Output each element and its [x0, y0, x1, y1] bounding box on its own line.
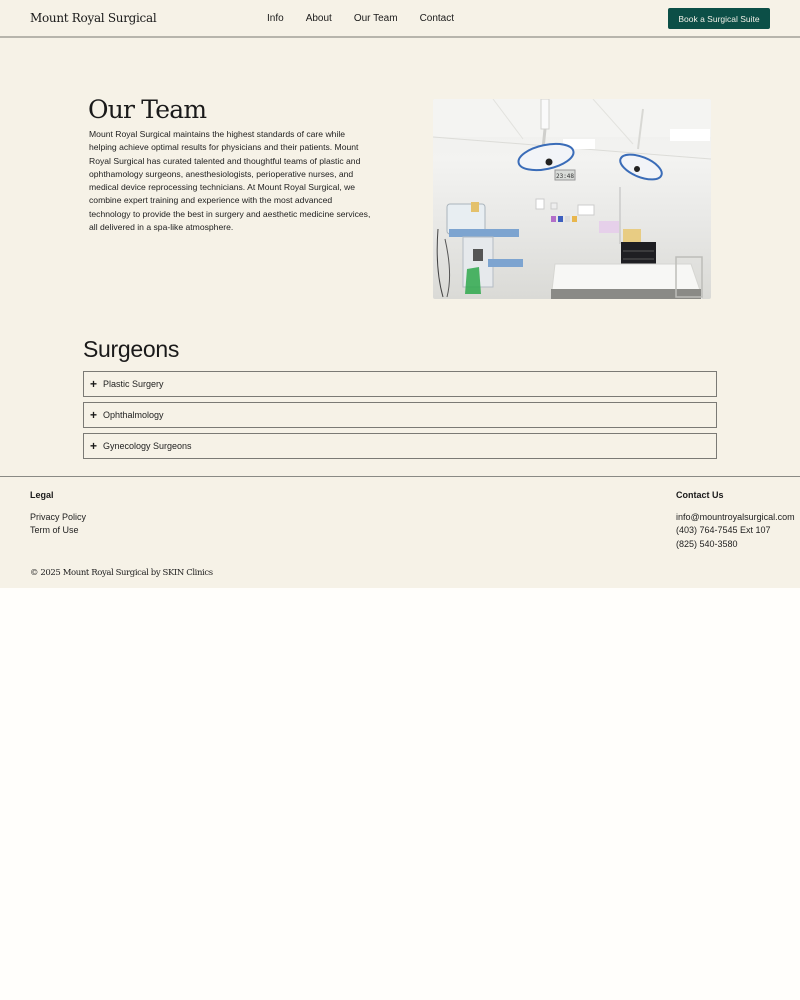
plus-icon: +	[90, 377, 98, 391]
nav-our-team[interactable]: Our Team	[353, 13, 398, 24]
team-description: Mount Royal Surgical maintains the highest standards of care while helping achieve optimal results for physicians and their patients. Mount Royal Surgical has curated talented and thoughtful teams of plastic and ophthamology surgeons, anesthesiologists, perioperative nurses, and medical device reprocessing technicians. At Mount Royal Surgical, we combine expert training and experience with the most advanced technology to provide the best in surgery and aesthetic medicine services, all delivered in a spa-like atmosphere.	[89, 129, 371, 233]
surgeons-section	[0, 322, 800, 476]
accordion-gynecology-surgeons[interactable]	[83, 433, 717, 459]
accordion-label: Gynecology Surgeons	[103, 441, 192, 451]
nav-info[interactable]: Info	[267, 13, 284, 24]
contact-phone-2[interactable]: (825) 540-3580	[676, 539, 738, 549]
nav-contact[interactable]: Contact	[419, 13, 455, 24]
main-nav	[267, 13, 476, 24]
surgeons-heading: Surgeons	[83, 336, 180, 362]
legal-heading: Legal	[30, 490, 54, 500]
plus-icon: +	[90, 408, 98, 422]
site-logo[interactable]: Mount Royal Surgical	[30, 11, 157, 25]
terms-of-use-link[interactable]: Term of Use	[30, 525, 79, 535]
our-team-section	[0, 38, 800, 322]
svg-text:23:48: 23:48	[555, 173, 575, 180]
page-title: Our Team	[88, 95, 207, 124]
operating-room-illustration	[433, 99, 711, 299]
accordion-label: Plastic Surgery	[103, 379, 164, 389]
site-header	[0, 0, 800, 38]
accordion-plastic-surgery[interactable]	[83, 371, 717, 397]
operating-room-image	[433, 99, 711, 299]
plus-icon: +	[90, 439, 98, 453]
nav-about[interactable]: About	[305, 13, 332, 24]
privacy-policy-link[interactable]: Privacy Policy	[30, 512, 87, 522]
contact-phone-1[interactable]: (403) 764-7545 Ext 107	[676, 525, 771, 535]
contact-email-link[interactable]: info@mountroyalsurgical.com	[676, 512, 795, 522]
accordion-label: Ophthalmology	[103, 410, 164, 420]
book-surgical-suite-button[interactable]: Book a Surgical Suite	[668, 8, 770, 29]
copyright-text: © 2025 Mount Royal Surgical by SKIN Clinics	[30, 568, 213, 578]
site-footer	[0, 476, 800, 588]
accordion-ophthalmology[interactable]	[83, 402, 717, 428]
contact-heading: Contact Us	[676, 490, 724, 500]
